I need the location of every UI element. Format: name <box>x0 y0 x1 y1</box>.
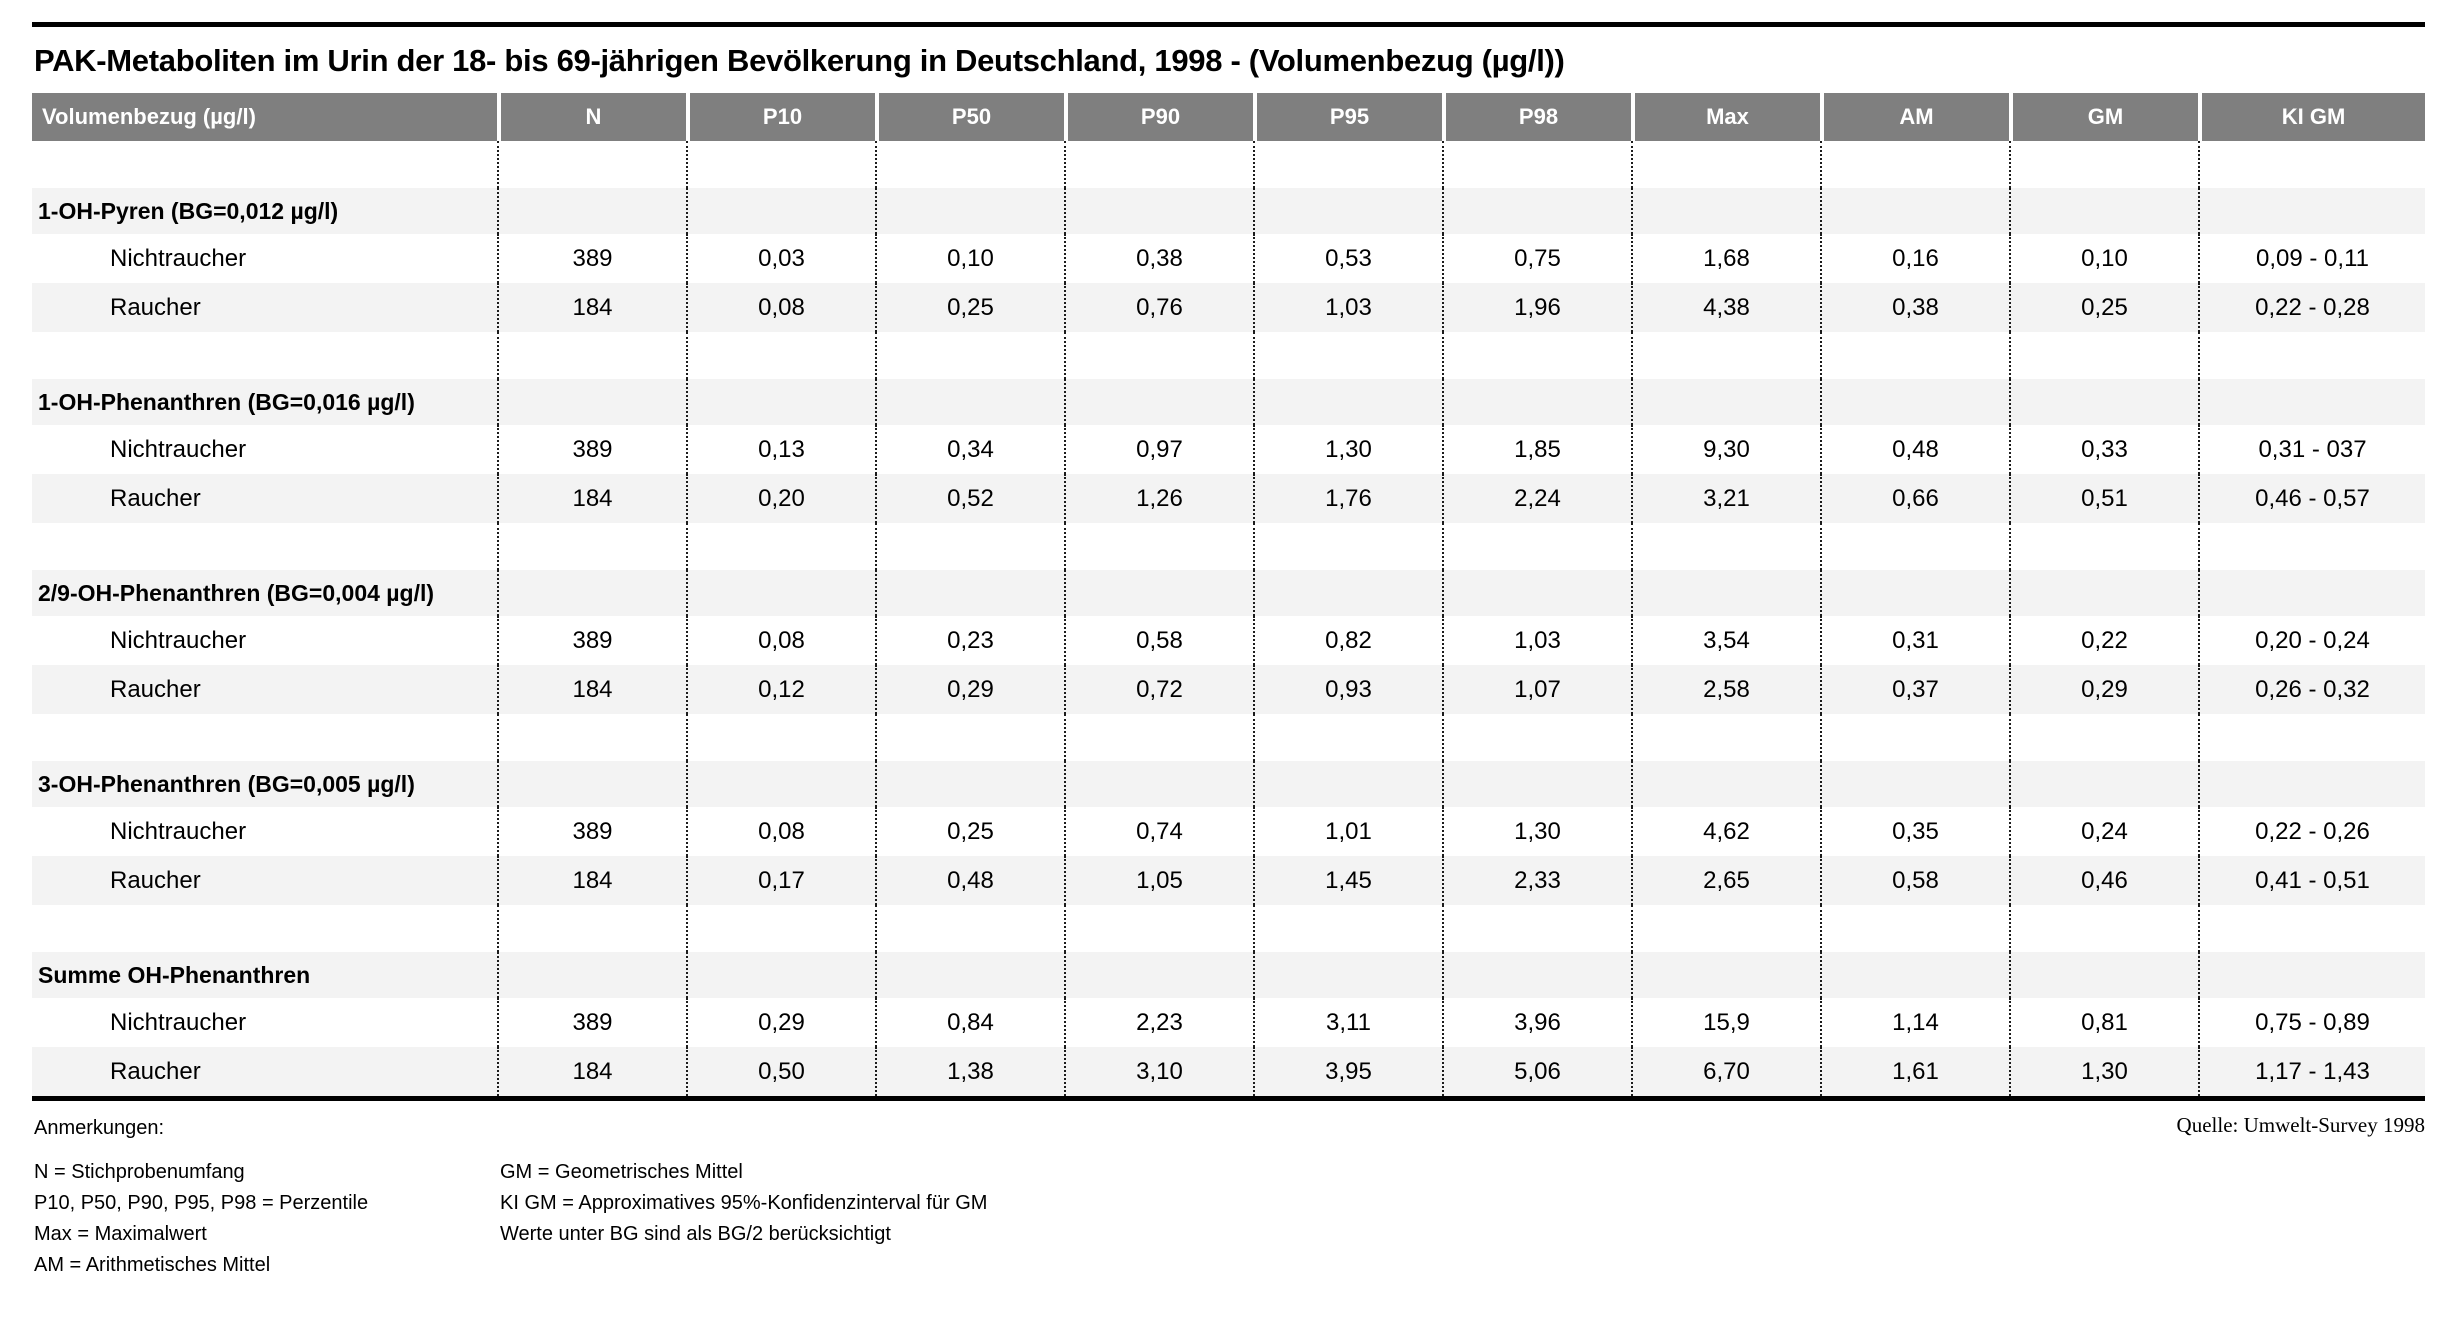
cell <box>497 761 686 807</box>
value-cell: 0,23 <box>875 616 1064 665</box>
header-row <box>32 93 2425 141</box>
cell <box>686 141 875 188</box>
value-cell: 1,03 <box>1442 616 1631 665</box>
gm-cell: 0,81 <box>2009 998 2198 1047</box>
value-cell: 0,52 <box>875 474 1064 523</box>
value-cell: 3,96 <box>1442 998 1631 1047</box>
group-header-row <box>32 952 2425 998</box>
cell <box>1631 523 1820 570</box>
cell <box>2198 523 2425 570</box>
group-label-cell: Summe OH-Phenanthren <box>32 952 497 998</box>
value-cell: 0,35 <box>1820 807 2009 856</box>
spacer-row <box>32 905 2425 952</box>
table-row <box>32 665 2425 714</box>
table-row <box>32 474 2425 523</box>
statistics-table <box>32 93 2425 1096</box>
value-cell: 3,10 <box>1064 1047 1253 1096</box>
cell <box>2009 332 2198 379</box>
value-cell: 5,06 <box>1442 1047 1631 1096</box>
cell <box>686 188 875 234</box>
cell <box>497 379 686 425</box>
cell <box>497 523 686 570</box>
cell <box>1631 332 1820 379</box>
value-cell: 389 <box>497 425 686 474</box>
value-cell: 3,21 <box>1631 474 1820 523</box>
cell <box>32 905 497 952</box>
cell <box>875 714 1064 761</box>
cell <box>2198 188 2425 234</box>
cell <box>1820 332 2009 379</box>
cell <box>497 952 686 998</box>
value-cell: 2,58 <box>1631 665 1820 714</box>
cell <box>1631 761 1820 807</box>
note-line: N = Stichprobenumfang <box>34 1161 245 1183</box>
value-cell: 0,20 - 0,24 <box>2198 616 2425 665</box>
value-cell: 0,93 <box>1253 665 1442 714</box>
group-label-cell: 2/9-OH-Phenanthren (BG=0,004 µg/l) <box>32 570 497 616</box>
row-label-cell: Raucher <box>32 856 497 905</box>
cell <box>1064 188 1253 234</box>
cell <box>497 188 686 234</box>
cell <box>2198 761 2425 807</box>
cell <box>2009 714 2198 761</box>
cell <box>1253 523 1442 570</box>
cell <box>1442 141 1631 188</box>
table-row <box>32 856 2425 905</box>
value-cell: 0,66 <box>1820 474 2009 523</box>
cell <box>497 714 686 761</box>
cell <box>875 570 1064 616</box>
value-cell: 1,26 <box>1064 474 1253 523</box>
page-title: PAK-Metaboliten im Urin der 18- bis 69-jährigen Bevölkerung in Deutschland, 1998 - (Volumenbezug (µg/l)) <box>34 43 1565 78</box>
cell <box>1631 905 1820 952</box>
cell <box>1442 952 1631 998</box>
group-label-cell: 1-OH-Pyren (BG=0,012 µg/l) <box>32 188 497 234</box>
table-row <box>32 1047 2425 1096</box>
cell <box>1442 905 1631 952</box>
value-cell: 0,48 <box>1820 425 2009 474</box>
cell <box>497 570 686 616</box>
value-cell: 0,25 <box>875 807 1064 856</box>
value-cell: 0,29 <box>875 665 1064 714</box>
cell <box>1253 188 1442 234</box>
value-cell: 0,31 - 037 <box>2198 425 2425 474</box>
value-cell: 0,25 <box>875 283 1064 332</box>
cell <box>1253 761 1442 807</box>
value-cell: 4,38 <box>1631 283 1820 332</box>
value-cell: 0,26 - 0,32 <box>2198 665 2425 714</box>
group-header-row <box>32 188 2425 234</box>
value-cell: 0,16 <box>1820 234 2009 283</box>
top-rule <box>32 22 2425 27</box>
cell <box>1064 714 1253 761</box>
notes-column-left <box>34 1157 500 1281</box>
cell <box>1064 332 1253 379</box>
column-header-gm: GM <box>2009 93 2198 141</box>
cell <box>2198 905 2425 952</box>
value-cell: 0,10 <box>875 234 1064 283</box>
cell <box>497 905 686 952</box>
value-cell: 2,33 <box>1442 856 1631 905</box>
value-cell: 6,70 <box>1631 1047 1820 1096</box>
value-cell: 184 <box>497 1047 686 1096</box>
cell <box>875 188 1064 234</box>
value-cell: 0,08 <box>686 283 875 332</box>
table-row <box>32 998 2425 1047</box>
report-page <box>0 22 2457 1281</box>
cell <box>1064 141 1253 188</box>
value-cell: 0,13 <box>686 425 875 474</box>
cell <box>1253 905 1442 952</box>
column-header-p50: P50 <box>875 93 1064 141</box>
value-cell: 0,38 <box>1820 283 2009 332</box>
cell <box>2009 379 2198 425</box>
value-cell: 0,08 <box>686 616 875 665</box>
cell <box>1064 570 1253 616</box>
cell <box>686 523 875 570</box>
value-cell: 0,46 - 0,57 <box>2198 474 2425 523</box>
value-cell: 9,30 <box>1631 425 1820 474</box>
cell <box>1631 379 1820 425</box>
cell <box>1820 188 2009 234</box>
cell <box>1253 332 1442 379</box>
cell <box>1631 141 1820 188</box>
value-cell: 1,38 <box>875 1047 1064 1096</box>
cell <box>1253 570 1442 616</box>
value-cell: 1,85 <box>1442 425 1631 474</box>
table-row <box>32 807 2425 856</box>
cell <box>2009 570 2198 616</box>
value-cell: 1,03 <box>1253 283 1442 332</box>
cell <box>1820 141 2009 188</box>
table-row <box>32 425 2425 474</box>
column-header-p98: P98 <box>1442 93 1631 141</box>
cell <box>1064 379 1253 425</box>
value-cell: 389 <box>497 616 686 665</box>
column-header-max: Max <box>1631 93 1820 141</box>
cell <box>1253 141 1442 188</box>
cell <box>1064 905 1253 952</box>
value-cell: 0,31 <box>1820 616 2009 665</box>
row-label-cell: Raucher <box>32 665 497 714</box>
row-label-cell: Nichtraucher <box>32 234 497 283</box>
column-header-am: AM <box>1820 93 2009 141</box>
row-label-cell: Raucher <box>32 1047 497 1096</box>
cell <box>1442 332 1631 379</box>
cell <box>1442 761 1631 807</box>
cell <box>2198 570 2425 616</box>
cell <box>1820 761 2009 807</box>
gm-cell: 0,51 <box>2009 474 2198 523</box>
value-cell: 0,82 <box>1253 616 1442 665</box>
group-header-row <box>32 570 2425 616</box>
cell <box>1442 523 1631 570</box>
value-cell: 1,14 <box>1820 998 2009 1047</box>
value-cell: 3,54 <box>1631 616 1820 665</box>
value-cell: 0,17 <box>686 856 875 905</box>
value-cell: 0,38 <box>1064 234 1253 283</box>
group-header-row <box>32 379 2425 425</box>
spacer-row <box>32 332 2425 379</box>
cell <box>2198 141 2425 188</box>
value-cell: 1,05 <box>1064 856 1253 905</box>
value-cell: 0,97 <box>1064 425 1253 474</box>
cell <box>1820 905 2009 952</box>
value-cell: 0,12 <box>686 665 875 714</box>
gm-cell: 1,30 <box>2009 1047 2198 1096</box>
cell <box>1064 761 1253 807</box>
note-line: KI GM = Approximatives 95%-Konfidenzinterval für GM <box>500 1192 988 1214</box>
cell <box>1631 188 1820 234</box>
cell <box>2198 332 2425 379</box>
cell <box>1064 523 1253 570</box>
value-cell: 389 <box>497 234 686 283</box>
value-cell: 1,17 - 1,43 <box>2198 1047 2425 1096</box>
cell <box>875 952 1064 998</box>
column-header-p10: P10 <box>686 93 875 141</box>
cell <box>1820 714 2009 761</box>
note-line: P10, P50, P90, P95, P98 = Perzentile <box>34 1192 369 1214</box>
notes-column-right <box>500 1157 2425 1281</box>
value-cell: 1,61 <box>1820 1047 2009 1096</box>
column-header-ki-gm: KI GM <box>2198 93 2425 141</box>
value-cell: 2,24 <box>1442 474 1631 523</box>
spacer-row <box>32 141 2425 188</box>
row-label-cell: Nichtraucher <box>32 998 497 1047</box>
value-cell: 0,58 <box>1820 856 2009 905</box>
value-cell: 184 <box>497 283 686 332</box>
note-line: Max = Maximalwert <box>34 1223 207 1245</box>
gm-cell: 0,46 <box>2009 856 2198 905</box>
row-label-cell: Nichtraucher <box>32 616 497 665</box>
table-row <box>32 234 2425 283</box>
note-line: GM = Geometrisches Mittel <box>500 1161 743 1183</box>
row-label-cell: Raucher <box>32 283 497 332</box>
cell <box>686 952 875 998</box>
cell <box>1253 952 1442 998</box>
cell <box>1442 570 1631 616</box>
cell <box>2009 761 2198 807</box>
gm-cell: 0,24 <box>2009 807 2198 856</box>
cell <box>32 332 497 379</box>
notes-heading: Anmerkungen: <box>34 1117 165 1139</box>
value-cell: 0,75 - 0,89 <box>2198 998 2425 1047</box>
value-cell: 0,29 <box>686 998 875 1047</box>
cell <box>686 332 875 379</box>
value-cell: 0,76 <box>1064 283 1253 332</box>
column-header-p95: P95 <box>1253 93 1442 141</box>
cell <box>2198 952 2425 998</box>
gm-cell: 0,33 <box>2009 425 2198 474</box>
column-header-n: N <box>497 93 686 141</box>
cell <box>2009 188 2198 234</box>
cell <box>1820 523 2009 570</box>
value-cell: 184 <box>497 665 686 714</box>
cell <box>686 570 875 616</box>
value-cell: 1,68 <box>1631 234 1820 283</box>
value-cell: 0,22 - 0,26 <box>2198 807 2425 856</box>
value-cell: 0,84 <box>875 998 1064 1047</box>
cell <box>1064 952 1253 998</box>
value-cell: 0,74 <box>1064 807 1253 856</box>
value-cell: 389 <box>497 807 686 856</box>
value-cell: 2,23 <box>1064 998 1253 1047</box>
row-label-cell: Nichtraucher <box>32 807 497 856</box>
value-cell: 0,34 <box>875 425 1064 474</box>
value-cell: 184 <box>497 474 686 523</box>
value-cell: 2,65 <box>1631 856 1820 905</box>
table-row <box>32 616 2425 665</box>
group-label-cell: 3-OH-Phenanthren (BG=0,005 µg/l) <box>32 761 497 807</box>
value-cell: 0,53 <box>1253 234 1442 283</box>
column-header-p90: P90 <box>1064 93 1253 141</box>
value-cell: 1,30 <box>1442 807 1631 856</box>
table-header <box>32 93 2425 141</box>
cell <box>1253 714 1442 761</box>
cell <box>1631 952 1820 998</box>
value-cell: 184 <box>497 856 686 905</box>
column-header-volumenbezug: Volumenbezug (µg/l) <box>32 93 497 141</box>
group-header-row <box>32 761 2425 807</box>
cell <box>875 761 1064 807</box>
table-row <box>32 283 2425 332</box>
value-cell: 1,45 <box>1253 856 1442 905</box>
cell <box>497 332 686 379</box>
cell <box>1442 714 1631 761</box>
value-cell: 3,11 <box>1253 998 1442 1047</box>
value-cell: 0,03 <box>686 234 875 283</box>
gm-cell: 0,29 <box>2009 665 2198 714</box>
cell <box>1631 570 1820 616</box>
value-cell: 0,37 <box>1820 665 2009 714</box>
value-cell: 0,20 <box>686 474 875 523</box>
value-cell: 0,50 <box>686 1047 875 1096</box>
spacer-row <box>32 523 2425 570</box>
cell <box>2198 379 2425 425</box>
cell <box>1820 379 2009 425</box>
cell <box>2009 141 2198 188</box>
cell <box>2198 714 2425 761</box>
value-cell: 1,76 <box>1253 474 1442 523</box>
value-cell: 3,95 <box>1253 1047 1442 1096</box>
cell <box>686 761 875 807</box>
value-cell: 1,30 <box>1253 425 1442 474</box>
cell <box>1442 188 1631 234</box>
row-label-cell: Nichtraucher <box>32 425 497 474</box>
gm-cell: 0,25 <box>2009 283 2198 332</box>
cell <box>1820 952 2009 998</box>
value-cell: 389 <box>497 998 686 1047</box>
value-cell: 0,72 <box>1064 665 1253 714</box>
cell <box>32 523 497 570</box>
value-cell: 1,96 <box>1442 283 1631 332</box>
gm-cell: 0,10 <box>2009 234 2198 283</box>
cell <box>686 379 875 425</box>
notes-section <box>32 1113 2425 1281</box>
cell <box>1442 379 1631 425</box>
spacer-row <box>32 714 2425 761</box>
gm-cell: 0,22 <box>2009 616 2198 665</box>
cell <box>2009 905 2198 952</box>
value-cell: 4,62 <box>1631 807 1820 856</box>
cell <box>2009 952 2198 998</box>
cell <box>1631 714 1820 761</box>
value-cell: 0,48 <box>875 856 1064 905</box>
cell <box>1253 379 1442 425</box>
cell <box>686 905 875 952</box>
note-line: AM = Arithmetisches Mittel <box>34 1254 271 1276</box>
value-cell: 0,22 - 0,28 <box>2198 283 2425 332</box>
cell <box>32 141 497 188</box>
cell <box>497 141 686 188</box>
cell <box>686 714 875 761</box>
source-note: Quelle: Umwelt-Survey 1998 <box>2176 1113 2425 1137</box>
table-body <box>32 141 2425 1096</box>
row-label-cell: Raucher <box>32 474 497 523</box>
bottom-rule <box>32 1096 2425 1101</box>
value-cell: 0,41 - 0,51 <box>2198 856 2425 905</box>
value-cell: 1,01 <box>1253 807 1442 856</box>
value-cell: 0,58 <box>1064 616 1253 665</box>
note-line: Werte unter BG sind als BG/2 berücksichtigt <box>500 1223 891 1245</box>
value-cell: 15,9 <box>1631 998 1820 1047</box>
cell <box>875 141 1064 188</box>
group-label-cell: 1-OH-Phenanthren (BG=0,016 µg/l) <box>32 379 497 425</box>
cell <box>875 905 1064 952</box>
cell <box>32 714 497 761</box>
value-cell: 0,09 - 0,11 <box>2198 234 2425 283</box>
value-cell: 0,08 <box>686 807 875 856</box>
value-cell: 0,75 <box>1442 234 1631 283</box>
cell <box>1820 570 2009 616</box>
cell <box>875 332 1064 379</box>
cell <box>2009 523 2198 570</box>
value-cell: 1,07 <box>1442 665 1631 714</box>
cell <box>875 379 1064 425</box>
cell <box>875 523 1064 570</box>
